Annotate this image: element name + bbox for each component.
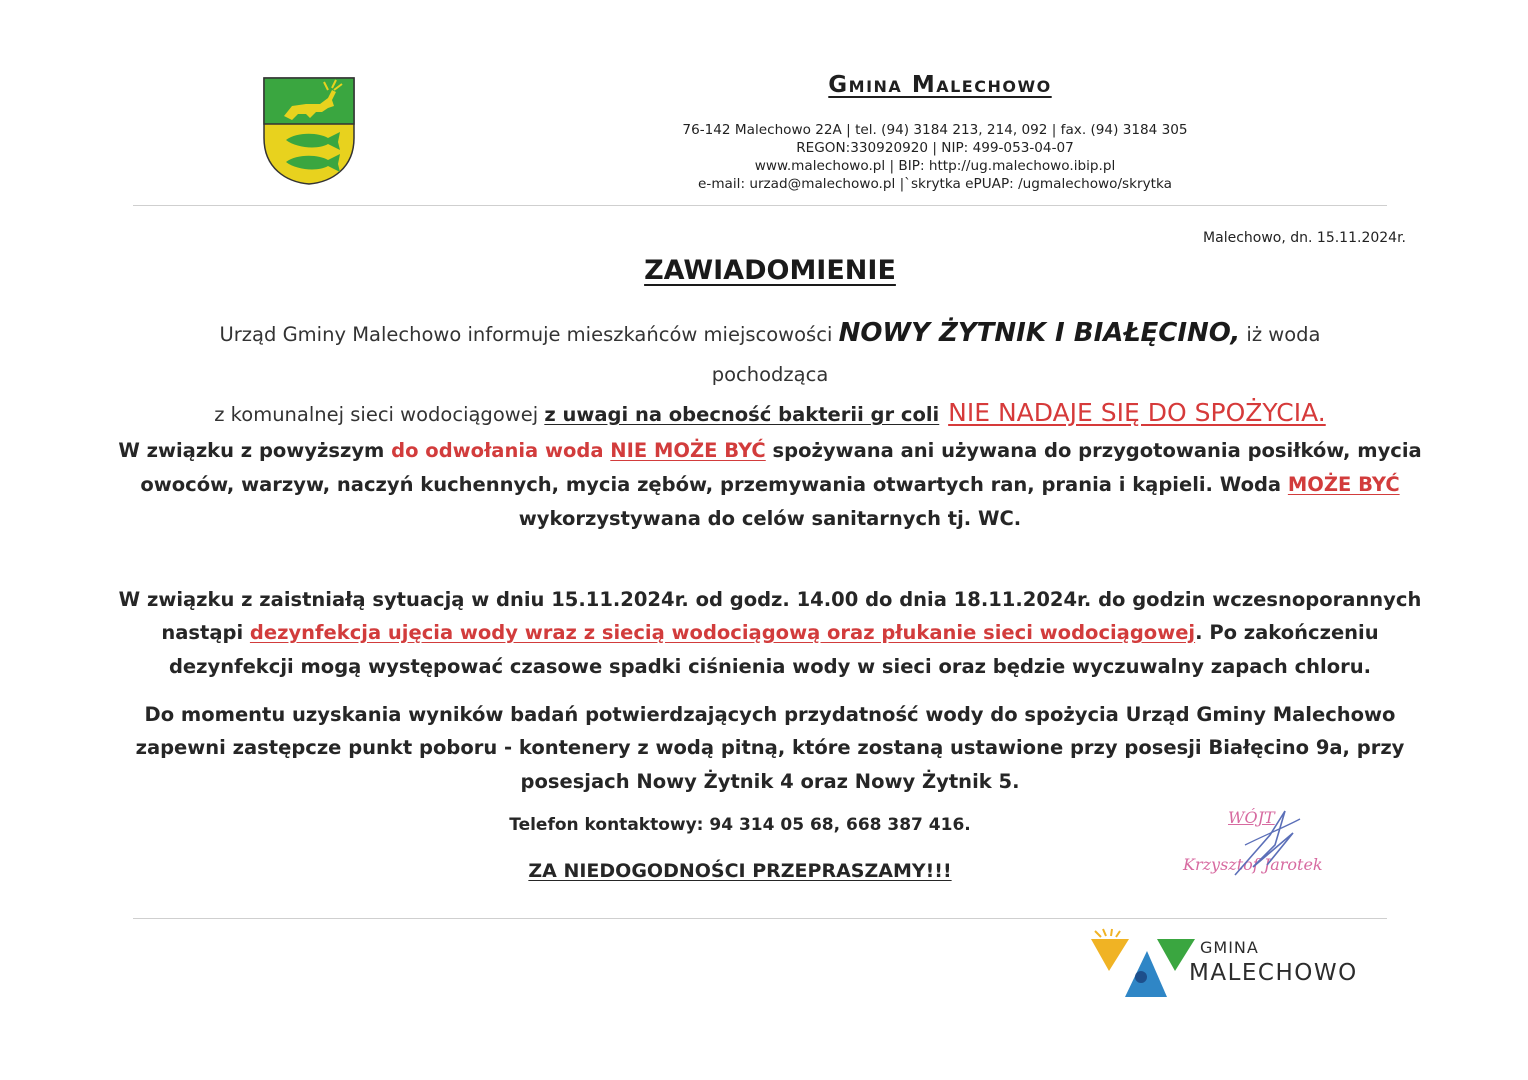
body-line-1: [110, 318, 1430, 348]
contact-address-line: 76-142 Malechowo 22A | tel. (94) 3184 213, 214, 092 | fax. (94) 3184 305: [682, 122, 1188, 138]
body-line-4: [110, 439, 1430, 462]
signature-name: Krzysztof Jarotek: [1183, 855, 1323, 874]
not-drinkable-warning: NIE NADAJE SIĘ DO SPOŻYCIA.: [948, 398, 1326, 427]
contact-block: [600, 121, 1270, 193]
body-line-5: [110, 473, 1430, 496]
text-run: pochodząca: [711, 363, 829, 386]
logo-text-gmina: GMINA: [1200, 938, 1259, 957]
body-line-10: [110, 703, 1430, 726]
municipality-logo-icon: [1087, 925, 1197, 1000]
can-be-note: MOŻE BYĆ: [1287, 473, 1400, 496]
body-line-8: [110, 621, 1430, 644]
contact-regon-line: REGON:330920920 | NIP: 499-053-04-07: [796, 140, 1074, 156]
text-run: Urząd Gminy Malechowo informuje mieszkańców miejscowości: [219, 323, 839, 346]
phone-contact: Telefon kontaktowy: 94 314 05 68, 668 387 416.: [509, 815, 971, 835]
text-run: Do momentu uzyskania wyników badań potwierdzających przydatność wody do spożycia Urząd Gminy Malechowo: [144, 703, 1396, 726]
text-run: W związku z zaistniałą sytuacją w dniu 15.11.2024r. od godz. 14.00 do dnia 18.11.2024r. do godzin wczesnoporannych: [118, 588, 1422, 611]
contact-email-line: e-mail: urzad@malechowo.pl |`skrytka ePUAP: /ugmalechowo/skrytka: [698, 176, 1172, 192]
localities-highlight: NOWY ŻYTNIK I BIAŁĘCINO,: [838, 318, 1241, 348]
contact-web-line: www.malechowo.pl | BIP: http://ug.malechowo.ibip.pl: [754, 158, 1116, 174]
text-run: owoców, warzyw, naczyń kuchennych, mycia zębów, przemywania otwartych ran, prania i kąpieli. Woda: [140, 473, 1288, 496]
until-revoked-text: do odwołania woda: [391, 439, 611, 462]
disinfection-notice: dezynfekcja ujęcia wody wraz z siecią wodociągową oraz płukanie sieci wodociągowej: [249, 621, 1196, 644]
body-line-3: [110, 398, 1430, 427]
body-line-9: [110, 655, 1430, 678]
body-line-2: [110, 363, 1430, 386]
municipality-title: Gmina Malechowo: [828, 72, 1052, 98]
text-run: wykorzystywana do celów sanitarnych tj. WC.: [518, 507, 1022, 530]
bacteria-reason: z uwagi na obecność bakterii gr coli: [544, 403, 940, 426]
coat-of-arms-icon: [262, 76, 356, 186]
cannot-be-warning: NIE MOŻE BYĆ: [610, 439, 766, 462]
handwritten-signature-icon: [1175, 805, 1335, 885]
text-run: W związku z powyższym: [118, 439, 392, 462]
text-run: posesjach Nowy Żytnik 4 oraz Nowy Żytnik 5.: [520, 770, 1020, 793]
text-run: zapewni zastępcze punkt poboru - kontenery z wodą pitną, które zostaną ustawione przy posesji Białęcino 9a, przy: [135, 736, 1405, 759]
footer-divider: [133, 918, 1387, 919]
text-run: z komunalnej sieci wodociągowej: [214, 403, 545, 426]
body-line-11: [110, 736, 1430, 759]
text-run: dezynfekcji mogą występować czasowe spadki ciśnienia wody w sieci oraz będzie wyczuwalny zapach chloru.: [168, 655, 1372, 678]
logo-text-malechowo: MALECHOWO: [1189, 960, 1358, 986]
body-line-6: [110, 507, 1430, 530]
signature-title: WÓJT: [1228, 808, 1275, 827]
apology-text: ZA NIEDOGODNOŚCI PRZEPRASZAMY!!!: [528, 860, 952, 882]
document-date: Malechowo, dn. 15.11.2024r.: [1203, 230, 1406, 246]
header-divider: [133, 205, 1387, 206]
body-line-12: [110, 770, 1430, 793]
text-run: nastąpi: [161, 621, 250, 644]
document-title: ZAWIADOMIENIE: [644, 255, 896, 286]
body-line-7: [110, 588, 1430, 611]
text-run: iż woda: [1240, 323, 1321, 346]
text-run: spożywana ani używana do przygotowania posiłków, mycia: [765, 439, 1422, 462]
text-run: . Po zakończeniu: [1195, 621, 1379, 644]
